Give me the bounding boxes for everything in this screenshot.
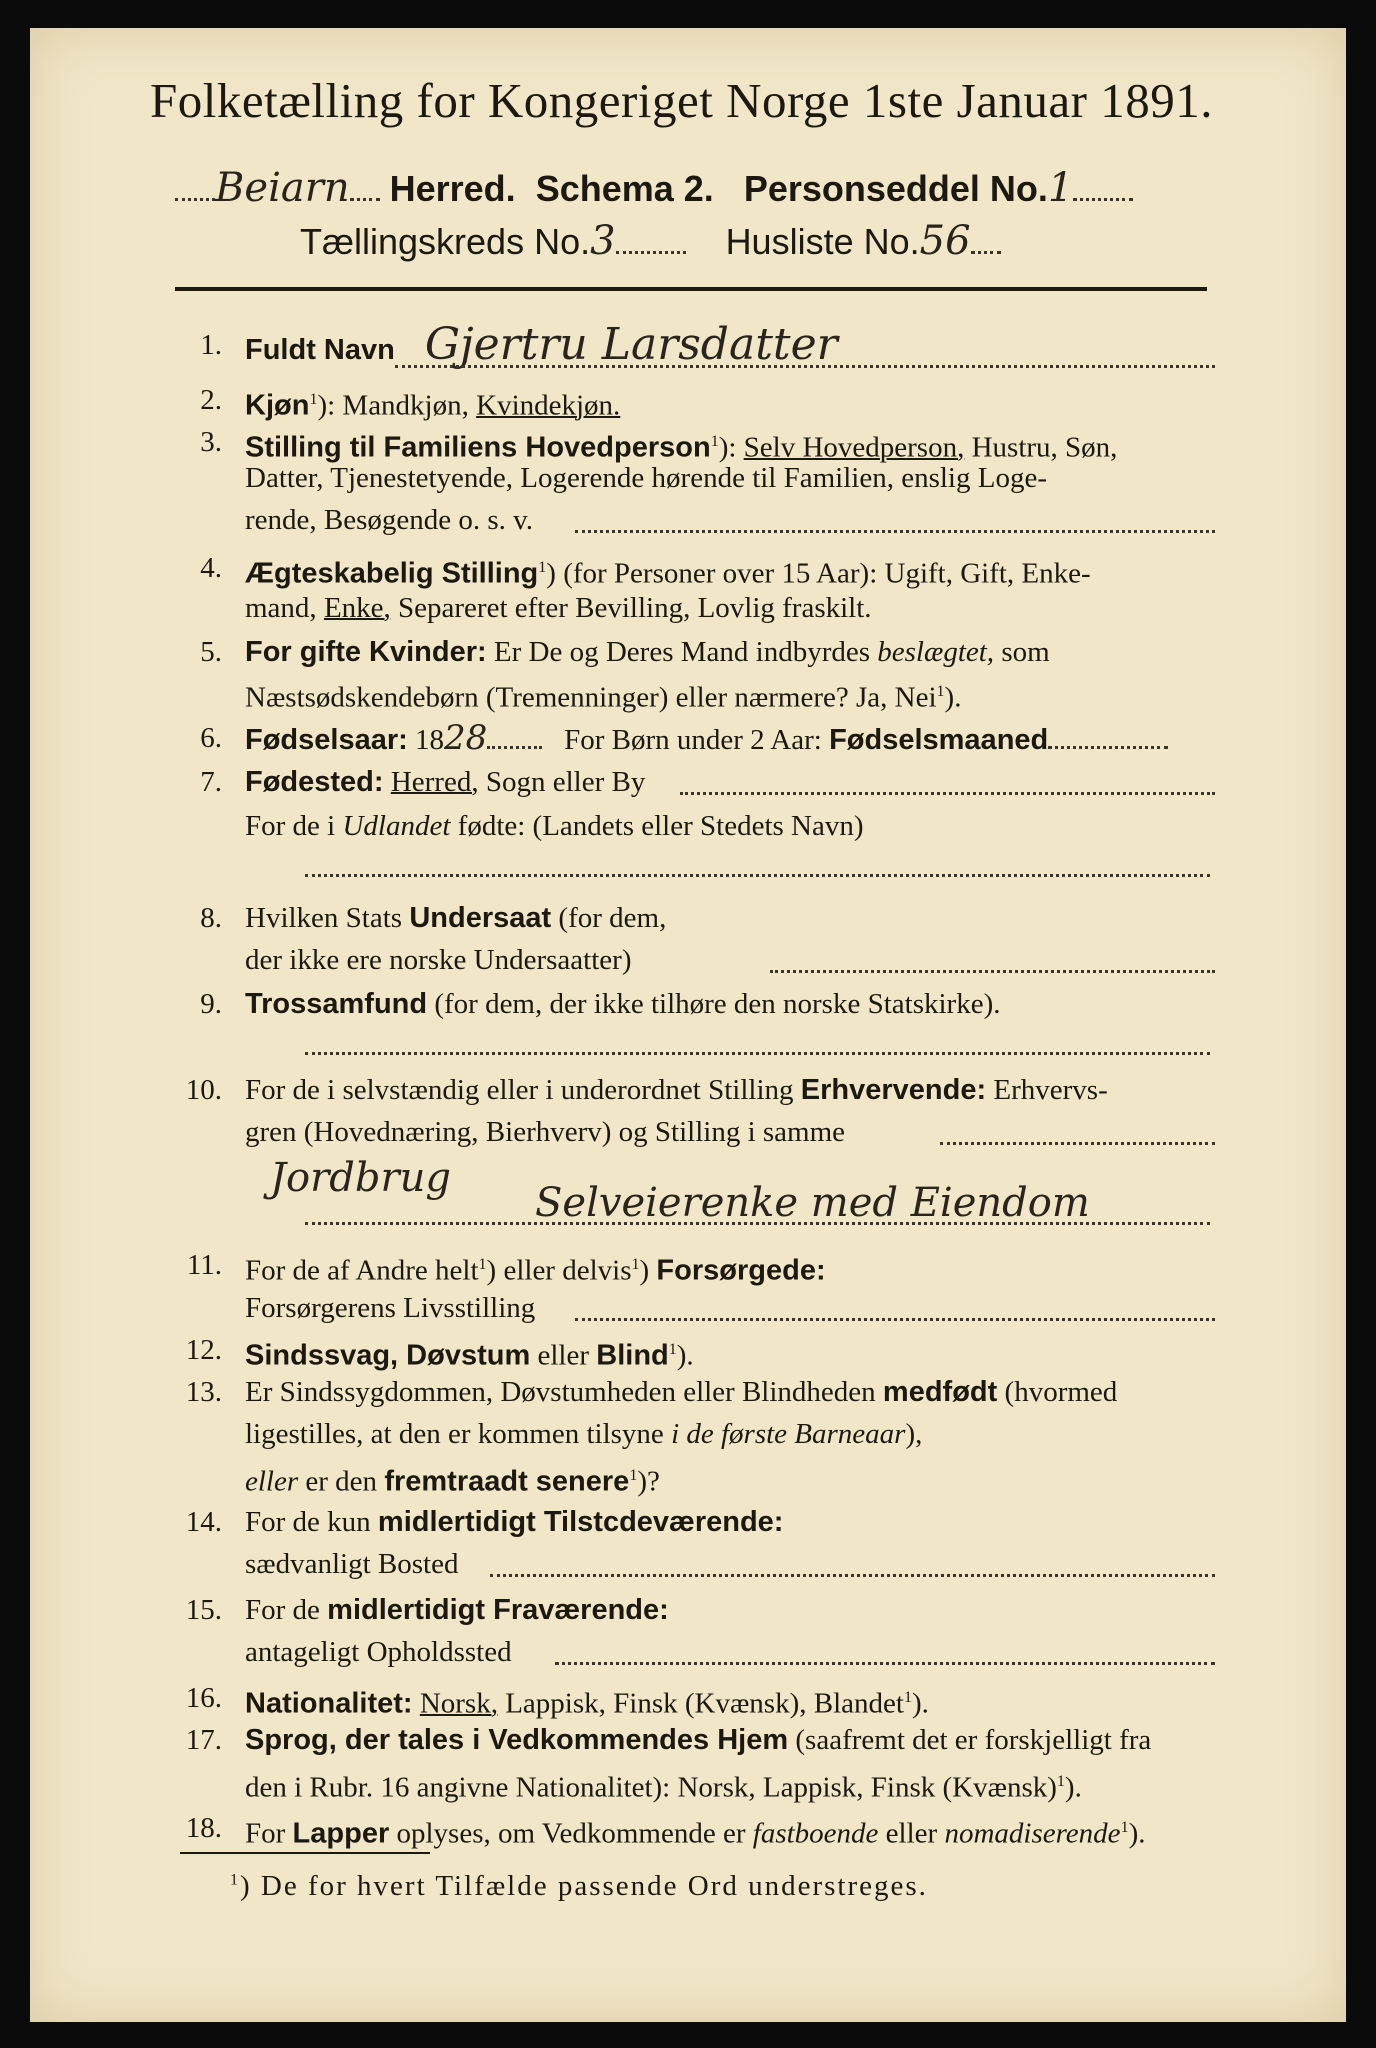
full-name: Gjertru Larsdatter xyxy=(424,319,838,370)
schema-label: Schema 2. xyxy=(535,168,714,209)
gender-selected: Kvindekjøn. xyxy=(476,389,621,422)
kreds-no: 3 xyxy=(590,218,616,264)
birth-year: 28 xyxy=(444,718,488,758)
item-1: 1. Fuldt Navn Gjertru Larsdatter xyxy=(185,325,1215,375)
kreds-line xyxy=(300,218,1001,264)
kreds-label: Tællingskreds No. xyxy=(300,221,591,262)
herred-line xyxy=(175,165,1133,211)
marital-status-selected: Enke, xyxy=(323,592,391,624)
occupation-position: Selveierenke med Eiendom xyxy=(535,1180,1090,1226)
herred-label: Herred. xyxy=(389,168,516,209)
personseddel-no: 1 xyxy=(1047,165,1074,211)
personseddel-label: Personseddel No. xyxy=(743,168,1048,209)
family-position-selected: Selv Hovedperson, xyxy=(743,431,965,464)
occupation-main: Jordbrug xyxy=(270,1155,451,1201)
nationality-selected: Norsk, xyxy=(419,1687,498,1720)
herred-name: Beiarn xyxy=(215,165,350,211)
form-title: Folketælling for Kongeriget Norge 1ste Januar 1891. xyxy=(150,73,1213,128)
footnote: $^1$) De for hvert Tilfælde passende Ord understreges. xyxy=(230,1870,928,1902)
husliste-no: 56 xyxy=(919,218,971,264)
footnote-rule xyxy=(180,1852,430,1854)
husliste-label: Husliste No. xyxy=(725,221,920,262)
birthplace-selected: Herred, xyxy=(390,766,479,798)
header-rule xyxy=(175,287,1207,291)
